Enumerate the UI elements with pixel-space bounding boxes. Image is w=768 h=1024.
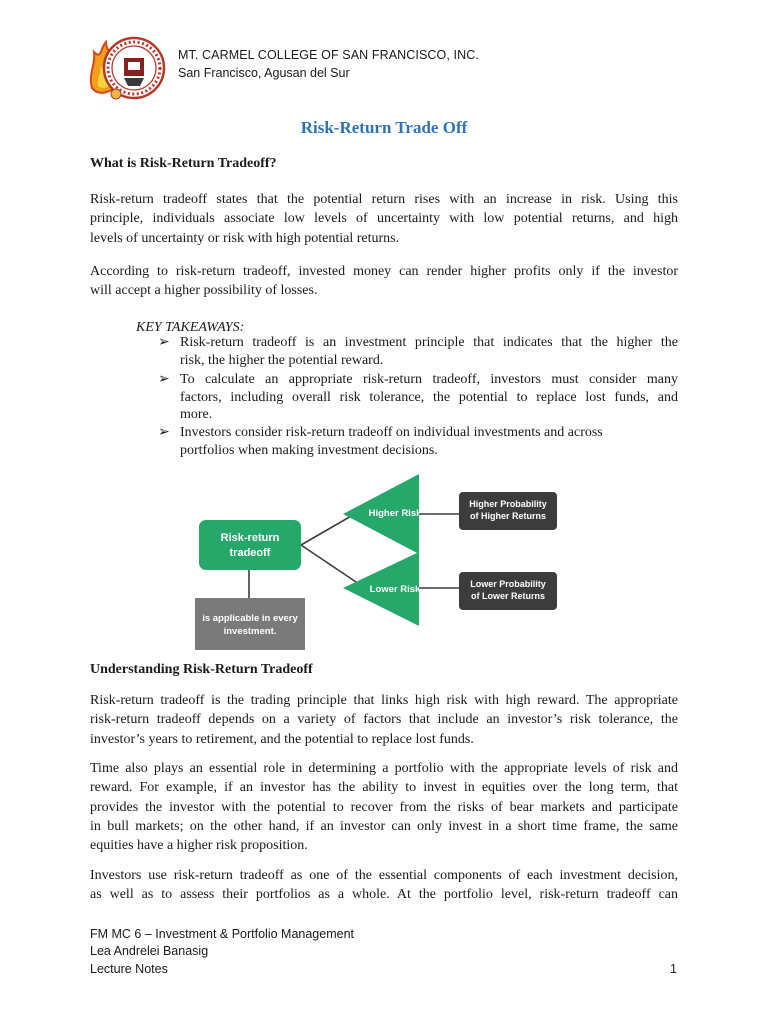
- institution-name: MT. CARMEL COLLEGE OF SAN FRANCISCO, INC.: [178, 48, 479, 62]
- arrow-bullet-icon: ➢: [158, 372, 170, 387]
- paragraph-according: [90, 262, 678, 301]
- connector-line-lower: [301, 545, 365, 588]
- text-line: Risk-return tradeoff is an investment principle that indicates that the higher the: [180, 335, 678, 350]
- center-box: [199, 520, 301, 570]
- text-line: as well as to assess their portfolios as a whole. At the portfolio level, risk-return tradeoff can: [90, 887, 678, 903]
- higher-risk-label: Higher Risk: [368, 508, 422, 519]
- text-line: factors, including overall risk tolerance, the potential to replace lost funds, and: [180, 389, 678, 405]
- footer-course: FM MC 6 – Investment & Portfolio Management: [90, 927, 354, 941]
- section-heading-understanding: Understanding Risk-Return Tradeoff: [90, 662, 313, 677]
- text-line: risk-return tradeoff depends on a variety of factors that include an investor’s risk tolerance, the: [90, 712, 678, 728]
- arrow-bullet-icon: ➢: [158, 335, 170, 350]
- paragraph-time: [90, 759, 678, 855]
- footer-author: Lea Andrelei Banasig: [90, 944, 209, 958]
- lower-result-line2: of Lower Returns: [470, 591, 546, 601]
- text-line: Investors use risk-return tradeoff as one of the essential components of each investment decision,: [90, 868, 678, 883]
- text-line: will accept a higher possibility of losses.: [90, 283, 318, 299]
- note-line1: is applicable in every: [202, 613, 298, 624]
- note-box: [195, 598, 305, 650]
- center-label-line1: Risk-return: [220, 532, 280, 544]
- center-label-line2: tradeoff: [229, 547, 271, 559]
- paragraph-investors: [90, 866, 678, 905]
- higher-result-line1: Higher Probability: [469, 499, 547, 509]
- key-takeaways-label: KEY TAKEAWAYS:: [136, 320, 245, 335]
- text-line: Risk-return tradeoff states that the potential return rises with an increase in risk. Using this: [90, 192, 678, 207]
- text-line: principle, individuals associate low levels of uncertainty with low potential returns, and high: [90, 211, 678, 227]
- risk-return-diagram: [175, 470, 565, 660]
- institution-location: San Francisco, Agusan del Sur: [178, 66, 350, 80]
- text-line: provides the investor with the potential to recover from the risks of bear markets and participate: [90, 799, 678, 815]
- page-title: Risk-Return Trade Off: [300, 118, 468, 137]
- text-line: portfolios when making investment decisions.: [180, 442, 438, 458]
- text-line: more.: [180, 407, 213, 422]
- text-line: reward. For example, if an investor has the ability to invest in equities over the long term, that: [90, 780, 678, 796]
- page-number: 1: [670, 962, 677, 976]
- text-line: Time also plays an essential role in determining a portfolio with the appropriate levels of risk and: [90, 761, 678, 776]
- text-line: levels of uncertainty or risk with high potential returns.: [90, 230, 400, 246]
- arrow-bullet-icon: ➢: [158, 425, 170, 440]
- paragraph-understanding: [90, 691, 678, 749]
- text-line: According to risk-return tradeoff, invested money can render higher profits only if the investor: [90, 264, 678, 279]
- higher-result-line2: of Higher Returns: [469, 511, 547, 521]
- text-line: Risk-return tradeoff is the trading principle that links high risk with high reward. The appropriate: [90, 693, 678, 708]
- text-line: risk, the higher the potential reward.: [180, 352, 384, 368]
- footer-doc-type: Lecture Notes: [90, 962, 168, 976]
- note-line2: investment.: [223, 626, 277, 637]
- lower-result-line1: Lower Probability: [470, 579, 546, 589]
- text-line: in bull markets; on the other hand, if an investor can only invest in a short time frame, the same: [90, 818, 678, 834]
- text-line: To calculate an appropriate risk-return tradeoff, investors must consider many: [180, 372, 678, 387]
- paragraph-definition: [90, 190, 678, 248]
- text-line: Investors consider risk-return tradeoff on individual investments and across: [180, 425, 603, 440]
- section-heading-what-is: What is Risk-Return Tradeoff?: [90, 156, 277, 171]
- text-line: investor’s years to retirement, and the potential to replace lost funds.: [90, 731, 474, 747]
- lower-risk-label: Lower Risk: [369, 584, 421, 595]
- college-seal-logo: [86, 34, 170, 106]
- text-line: equities have a higher risk proposition.: [90, 838, 308, 854]
